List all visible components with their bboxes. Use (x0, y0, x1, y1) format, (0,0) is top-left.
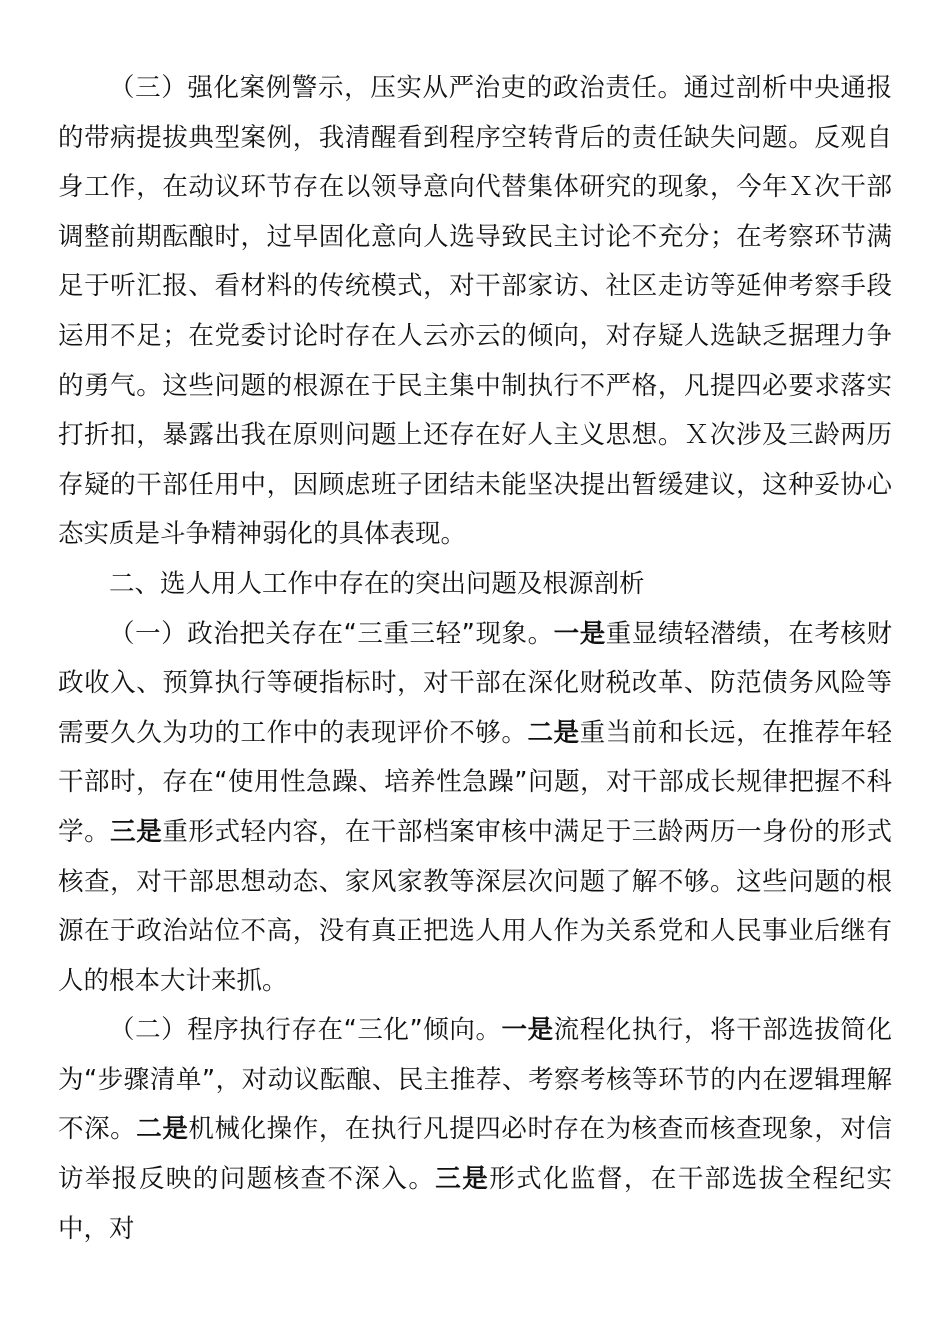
text-segment: 机械化操作，在执行凡提四必时存在为核查而核查现象，对信访举报反映的问题核查不深入。 (58, 1114, 892, 1195)
paragraph-political-check (58, 610, 892, 1007)
bold-marker: 一是 (553, 618, 606, 649)
text-segment: 流程化执行，将干部选拔简化为“步骤清单”，对动议酝酿、民主推荐、考察考核等环节的内在逻辑理解不深。 (58, 1015, 892, 1145)
paragraph-procedure-execution (58, 1006, 892, 1254)
paragraph-case-warning (58, 64, 892, 560)
bold-marker: 一是 (501, 1015, 554, 1046)
text-segment: （二）程序执行存在“三化”倾向。 (109, 1015, 502, 1046)
text-segment: （三）强化案例警示，压实从严治吏的政治责任。通过剖析中央通报的带病提拔典型案例，我清醒看到程序空转背后的责任缺失问题。反观自身工作，在动议环节存在以领导意向代替集体研究的现象，今年Ｘ次干部调整前期酝酿时，过早固化意向人选导致民主讨论不充分；在考察环节满足于听汇报、看材料的传统模式，对干部家访、社区走访等延伸考察手段运用不足；在党委讨论时存在人云亦云的倾向，对存疑人选缺乏据理力争的勇气。这些问题的根源在于民主集中制执行不严格，凡提四必要求落实打折扣，暴露出我在原则问题上还存在好人主义思想。Ｘ次涉及三龄两历存疑的干部任用中，因顾虑班子团结未能坚决提出暂缓建议，这种妥协心态实质是斗争精神弱化的具体表现。 (58, 73, 892, 550)
text-segment: 重当前和长远，在推荐年轻干部时，存在“使用性急躁、培养性急躁”问题，对干部成长规律把握不科学。 (58, 717, 892, 847)
bold-marker: 三是 (110, 816, 163, 847)
bold-marker: 三是 (435, 1164, 490, 1195)
bold-marker: 二是 (527, 717, 580, 748)
text-segment: （一）政治把关存在“三重三轻”现象。 (109, 618, 554, 649)
section-heading-text: 二、选人用人工作中存在的突出问题及根源剖析 (109, 568, 645, 599)
document-page (58, 64, 892, 1254)
text-segment: 重形式轻内容，在干部档案审核中满足于三龄两历一身份的形式核查，对干部思想动态、家风家教等深层次问题了解不够。这些问题的根源在于政治站位不高，没有真正把选人用人作为关系党和人民事业后继有人的根本大计来抓。 (58, 816, 892, 996)
text-segment: 形式化监督，在干部选拔全程纪实中，对 (58, 1164, 892, 1244)
section-heading (58, 560, 892, 610)
text-segment: 重显绩轻潜绩，在考核财政收入、预算执行等硬指标时，对干部在深化财税改革、防范债务风险等需要久久为功的工作中的表现评价不够。 (58, 618, 892, 748)
bold-marker: 二是 (136, 1114, 189, 1145)
